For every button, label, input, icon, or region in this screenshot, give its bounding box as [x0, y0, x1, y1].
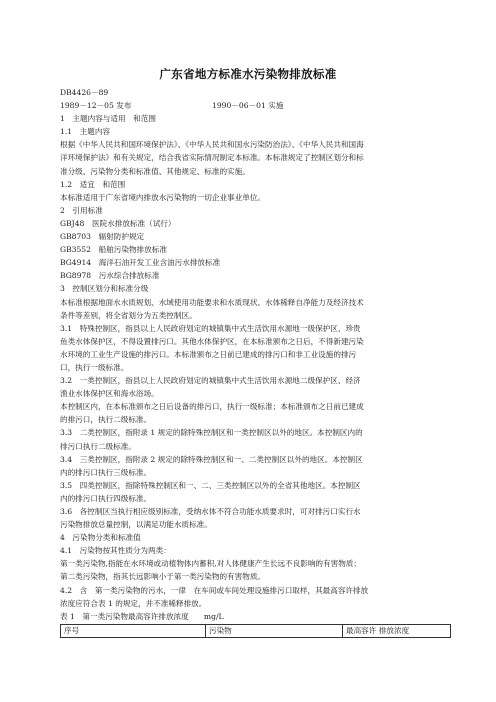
text-line: 3.6 各控制区当执行相应级别标准，受纳水体不符合功能水质要求时，可对排污口实行水 [60, 507, 361, 516]
text-line: 3.5 四类控制区，指除特殊控制区和一、二、三类控制区以外的全省其他地区。本控制区 [60, 480, 361, 490]
document-title: 广东省地方标准水污染物排放标准 [159, 67, 337, 81]
text-line: 1.2 适宜 和范围 [60, 179, 126, 189]
text-line: 内的排污口执行三级标准。 [60, 467, 152, 477]
text-line: 本控制区内，在本标准颁布之日后设备的排污口，执行一级标准；本标准颁布之日前已建成 [60, 402, 364, 412]
table-header-row [61, 624, 451, 637]
text-line: 浓度应符合表 1 的规定，并不准稀释排放。 [60, 598, 207, 608]
text-line: 洋环境保护法》和有关规定，结合我省实际情况制定本标准。本标准规定了控制区划分和标 [60, 153, 364, 163]
release-date: 1989－12－05 发布 [60, 101, 132, 111]
text-line: 3.1 特殊控制区，指县以上人民政府划定的城镇集中式生活饮用水源地一级保护区、珍贵 [60, 323, 361, 333]
text-line: GBJ48 医院水排放标准（试行） [60, 218, 176, 228]
text-line: 3.2 一类控制区，指县以上人民政府划定的城镇集中式生活饮用水源地二级保护区、经济 [60, 376, 361, 386]
text-line: 3.4 三类控制区，指附录 2 规定的除特殊控制区和一、二类控制区以外的地区。本控制区 [60, 454, 363, 464]
text-line: 第二类污染物，指其长远影响小于第一类污染物的有害物质。 [60, 572, 266, 582]
document-body [60, 86, 450, 638]
text-line: 鱼类水体保护区，不得设置排污口。其他水体保护区，在本标准颁布之日后，不得新建污染 [60, 336, 364, 346]
text-line: 本标准适用于广东省境内排放水污染物的一切企业事业单位。 [60, 192, 266, 202]
text-line: 4 污染物分类和标准值 [60, 533, 141, 543]
text-line: BG4914 海洋石油开发工业含油污水排放标准 [60, 258, 221, 268]
text-line: 的排污口，执行二级标准。 [60, 415, 152, 425]
text-line: 4.2 含 第一类污染物的污水，一律 在车间或车间处理设施排污口取样，其最高容许排放 [60, 585, 369, 595]
table-header-cell: 污染物 [206, 624, 343, 637]
text-line: GB8703 辐射防护规定 [60, 232, 145, 242]
effective-date: 1990－06－01 实施 [212, 101, 284, 111]
text-line: 1 主题内容与适用 和范围 [60, 114, 156, 124]
text-line: 1.1 主题内容 [60, 127, 111, 137]
text-line: 根据《中华人民共和国环境保护法》、《中华人民共和国水污染防治法》、《中华人民共和国海 [60, 140, 364, 150]
table-header-cell: 最高容许 排放浓度 [343, 624, 451, 637]
pollutant-table [60, 624, 451, 638]
text-line: 3.3 二类控制区，指附录 1 规定的除特殊控制区和一类控制区以外的地区。本控制区内的 [60, 428, 363, 438]
text-line: 准分级、污染物分类和标准值、其他规定、标准的实施。 [60, 166, 250, 176]
table-header-cell: 序号 [61, 624, 206, 637]
text-line: 3 控制区划分和标准分级 [60, 284, 149, 294]
body-text [60, 112, 450, 623]
text-line: 本标准根据地面水水质规划、水域使用功能要求和水质现状、水体稀释自净能力及经济技术 [60, 297, 364, 307]
text-line: 表 1 第一类污染物最高容许排放浓度 mg/L [60, 611, 224, 621]
text-line: 污染物排放总量控制，以满足功能水质标准。 [60, 520, 212, 530]
text-line: 水环境的工业生产设施的排污口。本标准颁布之日前已建成的排污口和非工业设施的排污 [60, 349, 357, 359]
text-line: 2 引用标准 [60, 205, 103, 215]
text-line: BG8978 污水综合排放标准 [60, 271, 160, 281]
text-line: 排污口执行二级标准。 [60, 441, 136, 451]
text-line: 第一类污染物,指能在水环境或动植物体内蓄积,对人体健康产生长远不良影响的有害物质； [60, 559, 361, 569]
date-line [60, 99, 450, 112]
text-line: 渔业水体保护区和海水浴场。 [60, 389, 159, 399]
text-line: 4.1 污染物按其性质分为两类： [60, 546, 171, 556]
text-line: 条件等差别，将全省划分为五类控制区。 [60, 310, 197, 320]
standard-code: DB4426－89 [60, 88, 109, 97]
text-line: 口，执行一级标准。 [60, 362, 129, 372]
text-line: 内的排污口执行四级标准。 [60, 493, 152, 503]
text-line: GB3552 船舶污染物排放标准 [60, 245, 167, 255]
